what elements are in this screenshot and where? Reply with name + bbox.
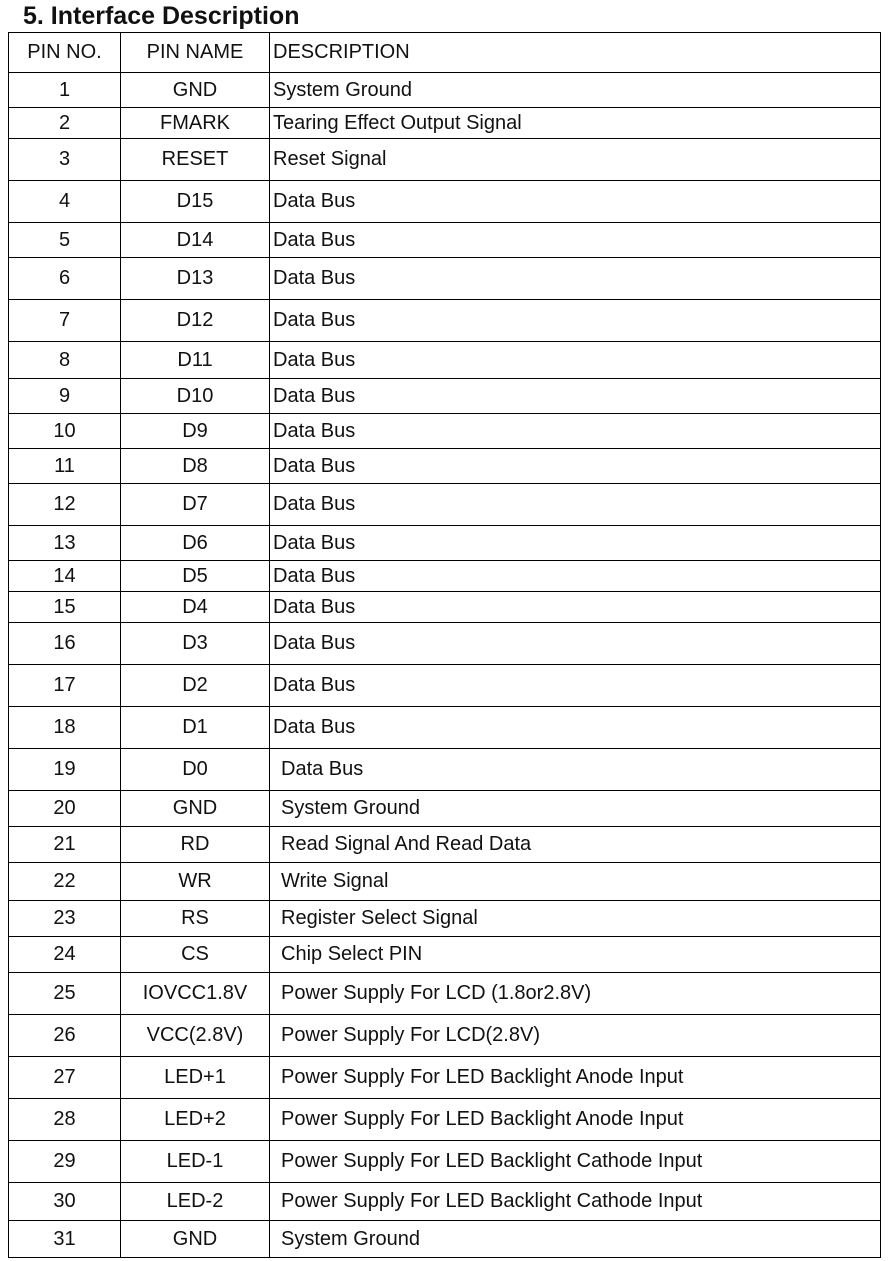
pin-desc-cell: System Ground (270, 791, 881, 827)
pin-name-cell: IOVCC1.8V (121, 973, 270, 1015)
pin-desc-cell: Power Supply For LED Backlight Anode Input (270, 1057, 881, 1099)
pin-desc-cell: Write Signal (270, 863, 881, 901)
pin-no-cell: 23 (9, 901, 121, 937)
table-row (9, 300, 881, 342)
table-row (9, 1057, 881, 1099)
header-pin-name: PIN NAME (121, 33, 270, 73)
pin-no-cell: 8 (9, 342, 121, 379)
table-row (9, 1141, 881, 1183)
pin-desc-cell: Data Bus (270, 258, 881, 300)
pin-name-cell: FMARK (121, 108, 270, 139)
table-row (9, 484, 881, 526)
pin-name-cell: D11 (121, 342, 270, 379)
pin-desc-cell: Power Supply For LED Backlight Cathode Input (270, 1183, 881, 1221)
pin-desc-cell: Reset Signal (270, 139, 881, 181)
pin-no-cell: 15 (9, 592, 121, 623)
pin-name-cell: D4 (121, 592, 270, 623)
pin-no-cell: 1 (9, 73, 121, 108)
pin-no-cell: 2 (9, 108, 121, 139)
pin-name-cell: D1 (121, 707, 270, 749)
table-row (9, 827, 881, 863)
table-row (9, 707, 881, 749)
pin-desc-cell: Data Bus (270, 223, 881, 258)
pin-name-cell: GND (121, 73, 270, 108)
pin-desc-cell: Data Bus (270, 561, 881, 592)
pin-desc-cell: Data Bus (270, 181, 881, 223)
pin-desc-cell: Data Bus (270, 449, 881, 484)
table-row (9, 863, 881, 901)
pin-no-cell: 17 (9, 665, 121, 707)
pin-name-cell: D6 (121, 526, 270, 561)
table-row (9, 1015, 881, 1057)
pin-name-cell: WR (121, 863, 270, 901)
pin-desc-cell: Data Bus (270, 300, 881, 342)
pin-name-cell: LED+1 (121, 1057, 270, 1099)
pin-no-cell: 7 (9, 300, 121, 342)
pin-name-cell: LED-1 (121, 1141, 270, 1183)
pin-no-cell: 26 (9, 1015, 121, 1057)
table-row (9, 973, 881, 1015)
pin-name-cell: D12 (121, 300, 270, 342)
pin-desc-cell: Data Bus (270, 526, 881, 561)
pin-desc-cell: Data Bus (270, 592, 881, 623)
pin-no-cell: 22 (9, 863, 121, 901)
pin-name-cell: RS (121, 901, 270, 937)
pin-desc-cell: Data Bus (270, 665, 881, 707)
pin-no-cell: 13 (9, 526, 121, 561)
table-row (9, 561, 881, 592)
header-pin-no: PIN NO. (9, 33, 121, 73)
pin-no-cell: 31 (9, 1221, 121, 1258)
pin-desc-cell: Power Supply For LCD (1.8or2.8V) (270, 973, 881, 1015)
pin-no-cell: 6 (9, 258, 121, 300)
pin-name-cell: GND (121, 791, 270, 827)
pin-name-cell: D0 (121, 749, 270, 791)
pin-desc-cell: System Ground (270, 1221, 881, 1258)
table-header-row (9, 33, 881, 73)
pin-desc-cell: Power Supply For LED Backlight Anode Input (270, 1099, 881, 1141)
pin-no-cell: 30 (9, 1183, 121, 1221)
pin-desc-cell: Read Signal And Read Data (270, 827, 881, 863)
pin-name-cell: D7 (121, 484, 270, 526)
table-row (9, 749, 881, 791)
table-row (9, 623, 881, 665)
pin-name-cell: RD (121, 827, 270, 863)
pin-name-cell: LED+2 (121, 1099, 270, 1141)
pin-desc-cell: Data Bus (270, 484, 881, 526)
pin-no-cell: 21 (9, 827, 121, 863)
pin-no-cell: 4 (9, 181, 121, 223)
pin-desc-cell: Data Bus (270, 623, 881, 665)
pin-no-cell: 14 (9, 561, 121, 592)
table-row (9, 73, 881, 108)
pin-no-cell: 28 (9, 1099, 121, 1141)
table-row (9, 414, 881, 449)
pin-no-cell: 9 (9, 379, 121, 414)
pin-name-cell: RESET (121, 139, 270, 181)
pin-no-cell: 5 (9, 223, 121, 258)
table-row (9, 1221, 881, 1258)
pin-desc-cell: System Ground (270, 73, 881, 108)
pin-no-cell: 27 (9, 1057, 121, 1099)
pin-no-cell: 20 (9, 791, 121, 827)
pin-name-cell: D13 (121, 258, 270, 300)
table-row (9, 1183, 881, 1221)
pin-desc-cell: Data Bus (270, 749, 881, 791)
pin-desc-cell: Data Bus (270, 342, 881, 379)
pin-no-cell: 24 (9, 937, 121, 973)
pin-name-cell: D10 (121, 379, 270, 414)
pin-name-cell: D14 (121, 223, 270, 258)
table-row (9, 1099, 881, 1141)
pin-no-cell: 11 (9, 449, 121, 484)
pin-desc-cell: Data Bus (270, 707, 881, 749)
pin-no-cell: 25 (9, 973, 121, 1015)
pin-no-cell: 18 (9, 707, 121, 749)
pin-name-cell: LED-2 (121, 1183, 270, 1221)
pin-no-cell: 12 (9, 484, 121, 526)
table-row (9, 449, 881, 484)
pin-name-cell: D2 (121, 665, 270, 707)
table-row (9, 342, 881, 379)
pin-no-cell: 10 (9, 414, 121, 449)
pin-desc-cell: Chip Select PIN (270, 937, 881, 973)
pin-table (8, 32, 881, 1258)
pin-name-cell: VCC(2.8V) (121, 1015, 270, 1057)
pin-no-cell: 16 (9, 623, 121, 665)
table-row (9, 379, 881, 414)
pin-name-cell: D3 (121, 623, 270, 665)
pin-name-cell: D8 (121, 449, 270, 484)
table-row (9, 665, 881, 707)
table-row (9, 526, 881, 561)
table-row (9, 108, 881, 139)
page-title: 5. Interface Description (23, 2, 300, 30)
header-description: DESCRIPTION (270, 33, 881, 73)
pin-desc-cell: Power Supply For LED Backlight Cathode Input (270, 1141, 881, 1183)
table-row (9, 258, 881, 300)
pin-desc-cell: Data Bus (270, 379, 881, 414)
pin-name-cell: CS (121, 937, 270, 973)
table-row (9, 592, 881, 623)
table-row (9, 139, 881, 181)
table-row (9, 937, 881, 973)
pin-desc-cell: Data Bus (270, 414, 881, 449)
table-row (9, 791, 881, 827)
pin-name-cell: D15 (121, 181, 270, 223)
pin-no-cell: 3 (9, 139, 121, 181)
pin-desc-cell: Power Supply For LCD(2.8V) (270, 1015, 881, 1057)
pin-no-cell: 19 (9, 749, 121, 791)
pin-name-cell: GND (121, 1221, 270, 1258)
table-row (9, 901, 881, 937)
pin-no-cell: 29 (9, 1141, 121, 1183)
table-row (9, 181, 881, 223)
pin-desc-cell: Tearing Effect Output Signal (270, 108, 881, 139)
pin-name-cell: D5 (121, 561, 270, 592)
table-row (9, 223, 881, 258)
pin-desc-cell: Register Select Signal (270, 901, 881, 937)
pin-name-cell: D9 (121, 414, 270, 449)
